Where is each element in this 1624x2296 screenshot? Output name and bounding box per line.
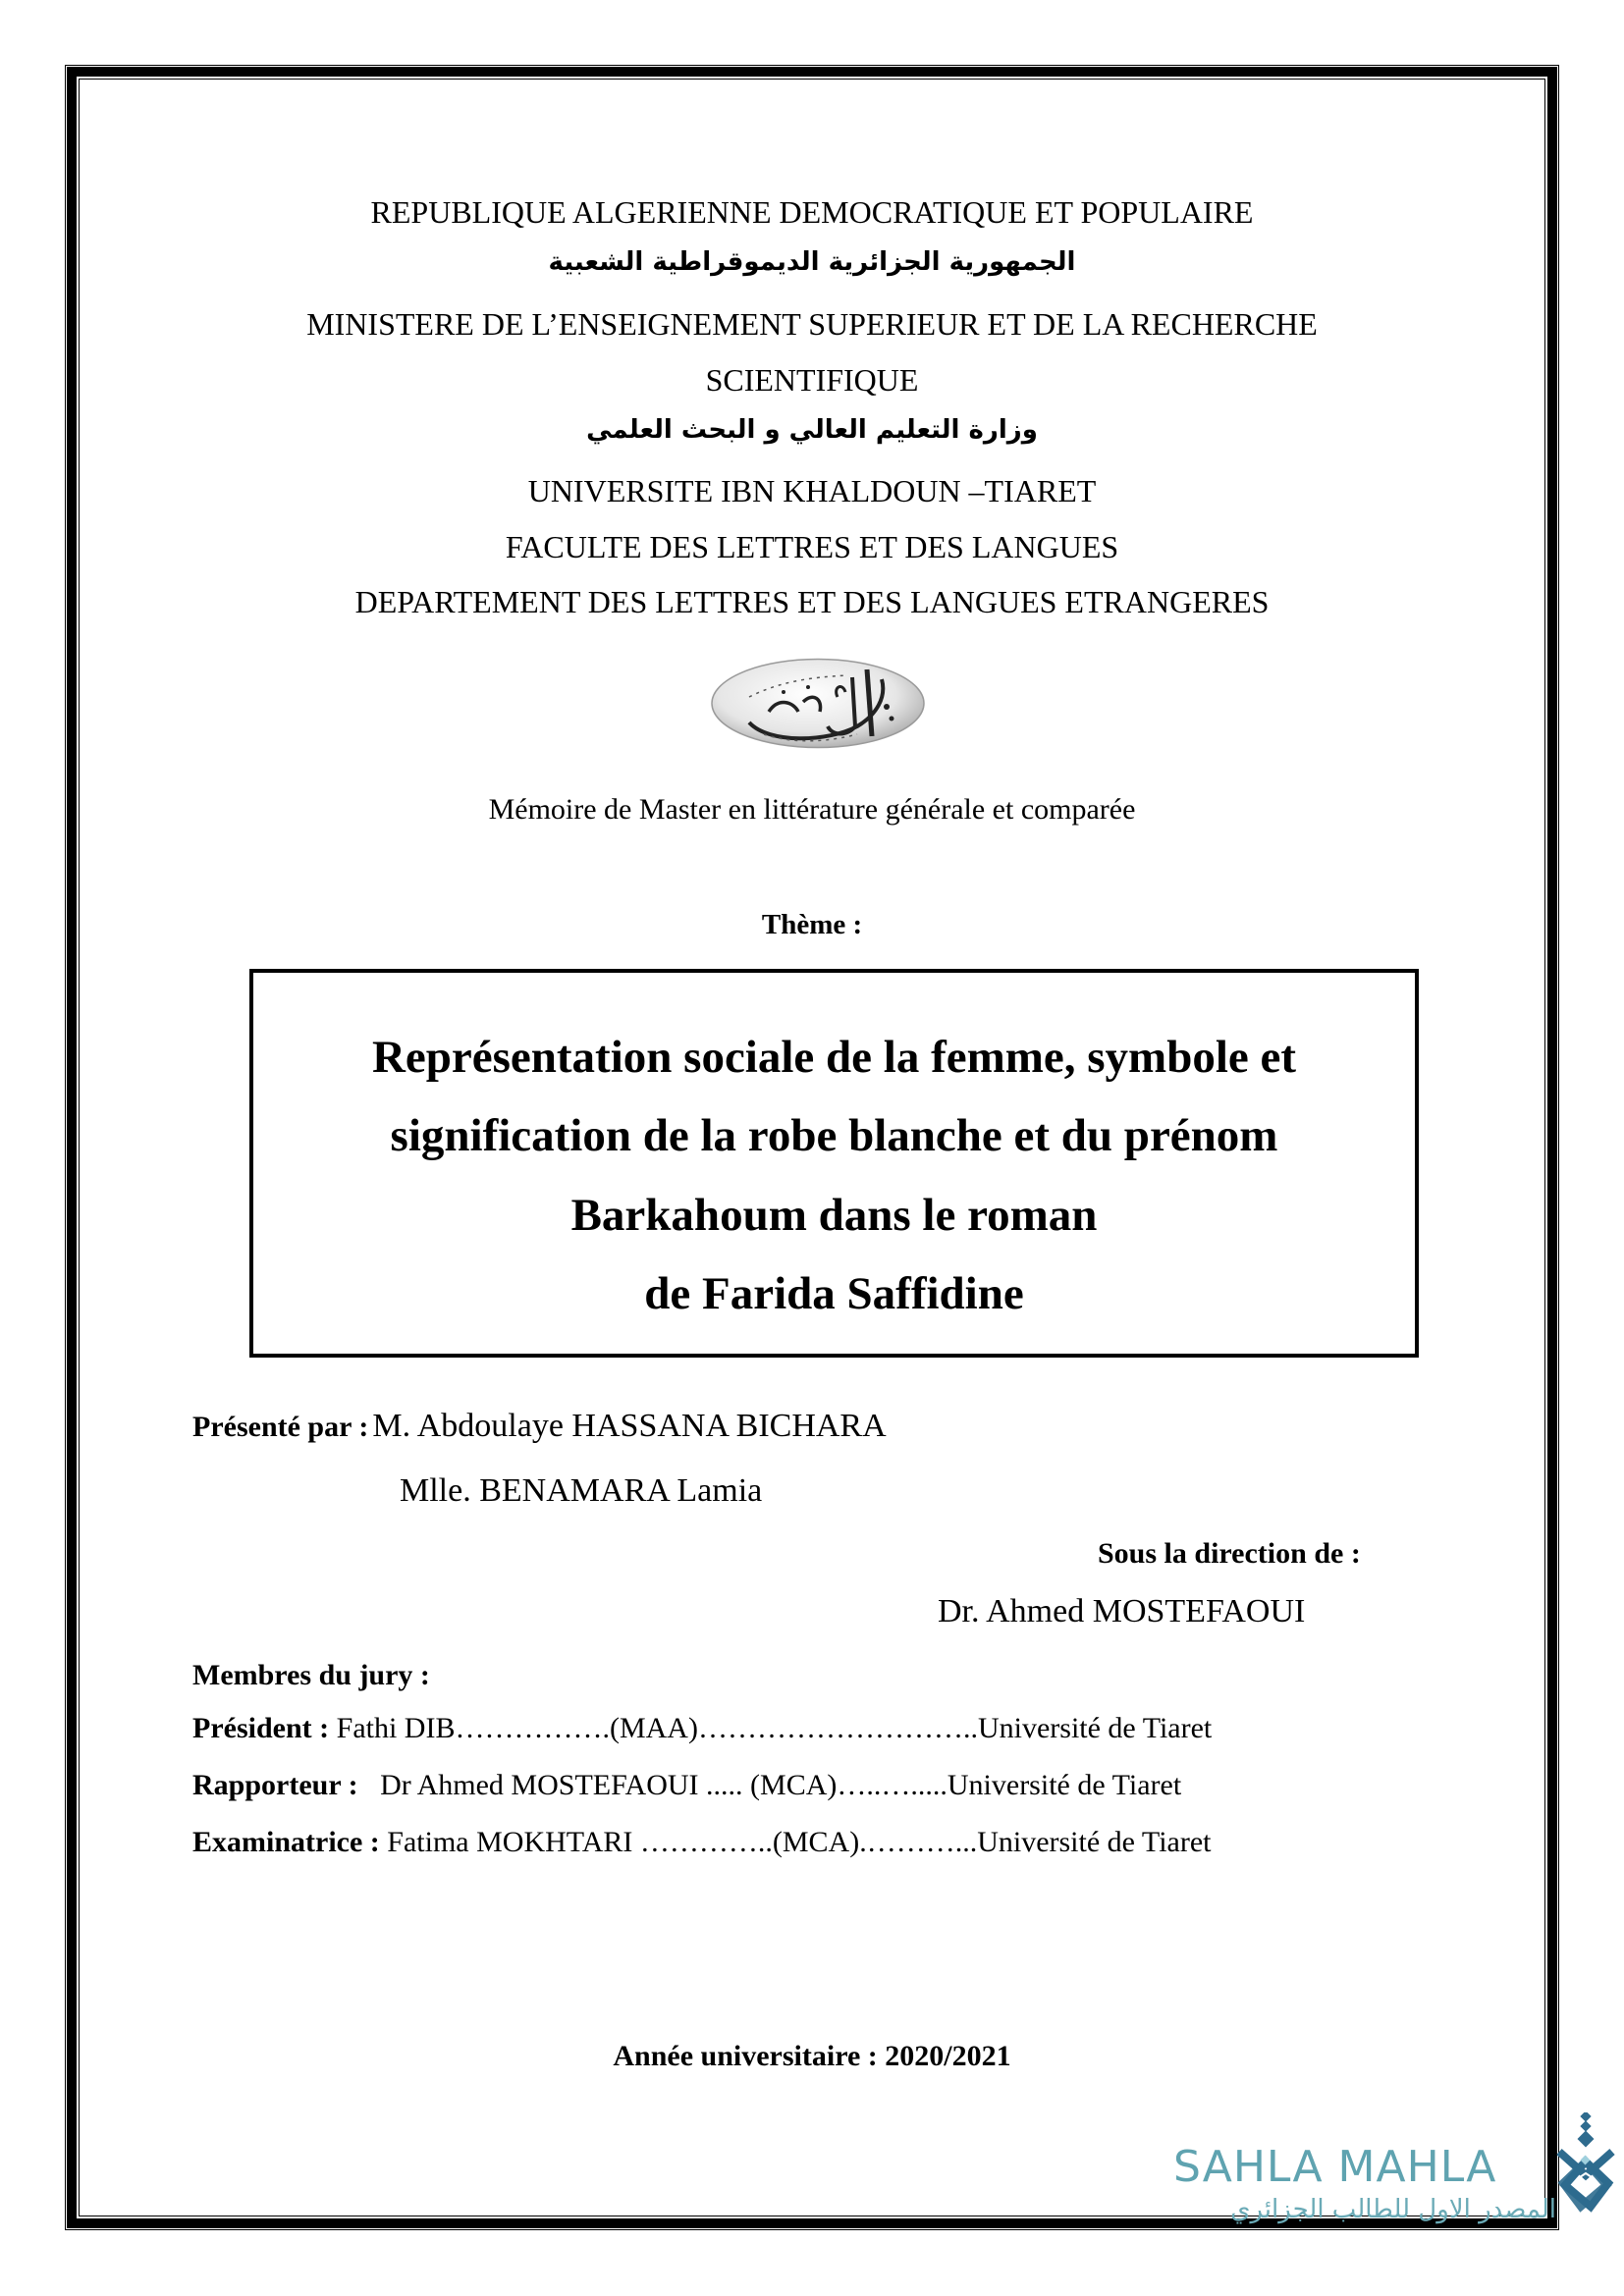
faculty-name: FACULTE DES LETTRES ET DES LANGUES — [505, 529, 1119, 564]
republic-ar: الجمهورية الجزائرية الديموقراطية الشعبية — [548, 247, 1076, 277]
student-2: Mlle. BENAMARA Lamia — [400, 1472, 763, 1509]
department-name: DEPARTEMENT DES LETTRES ET DES LANGUES ETRANGERES — [354, 584, 1270, 619]
jury-detail-president: Fathi DIB…………….(MAA)………………………..Université de Tiaret — [329, 1712, 1213, 1744]
jury-role-rapporteur: Rapporteur : — [192, 1769, 358, 1801]
ministry-fr-line1: MINISTERE DE L’ENSEIGNEMENT SUPERIEUR ET DE LA RECHERCHE — [306, 306, 1318, 342]
supervision-label: Sous la direction de : — [1098, 1537, 1361, 1570]
jury-member-rapporteur — [192, 1771, 1181, 1800]
student-1: M. Abdoulaye HASSANA BICHARA — [372, 1408, 887, 1444]
university-name: UNIVERSITE IBN KHALDOUN –TIARET — [527, 473, 1097, 508]
presented-by-label: Présenté par : — [192, 1411, 369, 1443]
supervisor-name: Dr. Ahmed MOSTEFAOUI — [938, 1593, 1306, 1629]
thesis-title-box — [249, 969, 1419, 1358]
thesis-title-line-3: Barkahoum dans le roman — [570, 1190, 1098, 1241]
sahla-mahla-logo-icon — [1551, 2112, 1622, 2215]
memoire-type: Mémoire de Master en littérature générale et comparée — [488, 793, 1136, 826]
theme-label: Thème : — [761, 909, 863, 940]
ministry-ar: وزارة التعليم العالي و البحث العلمي — [586, 415, 1038, 445]
republic-fr: REPUBLIQUE ALGERIENNE DEMOCRATIQUE ET POPULAIRE — [370, 194, 1254, 230]
jury-detail-examinatrice: Fatima MOKHTARI …………..(MCA).………...Université de Tiaret — [379, 1826, 1212, 1858]
thesis-title-line-2: signification de la robe blanche et du prénom — [390, 1110, 1278, 1161]
ministry-fr-line2: SCIENTIFIQUE — [705, 362, 919, 398]
jury-member-examinatrice — [192, 1828, 1212, 1857]
jury-member-president — [192, 1714, 1212, 1743]
jury-role-president: Président : — [192, 1712, 330, 1744]
presented-by-row — [192, 1410, 887, 1443]
academic-year: Année universitaire : 2020/2021 — [613, 2040, 1011, 2072]
jury-label: Membres du jury : — [192, 1659, 430, 1691]
thesis-title-line-4: de Farida Saffidine — [644, 1268, 1024, 1319]
watermark-subtitle: المصدر الاول للطالب الجزائري — [1230, 2195, 1556, 2224]
thesis-title-line-1: Représentation sociale de la femme, symbole et — [371, 1032, 1297, 1083]
university-seal-icon — [710, 658, 926, 749]
jury-detail-rapporteur: Dr Ahmed MOSTEFAOUI ..... (MCA)…..….....Université de Tiaret — [357, 1769, 1182, 1801]
jury-role-examinatrice: Examinatrice : — [192, 1826, 380, 1858]
watermark-title: SAHLA MAHLA — [1173, 2142, 1497, 2192]
